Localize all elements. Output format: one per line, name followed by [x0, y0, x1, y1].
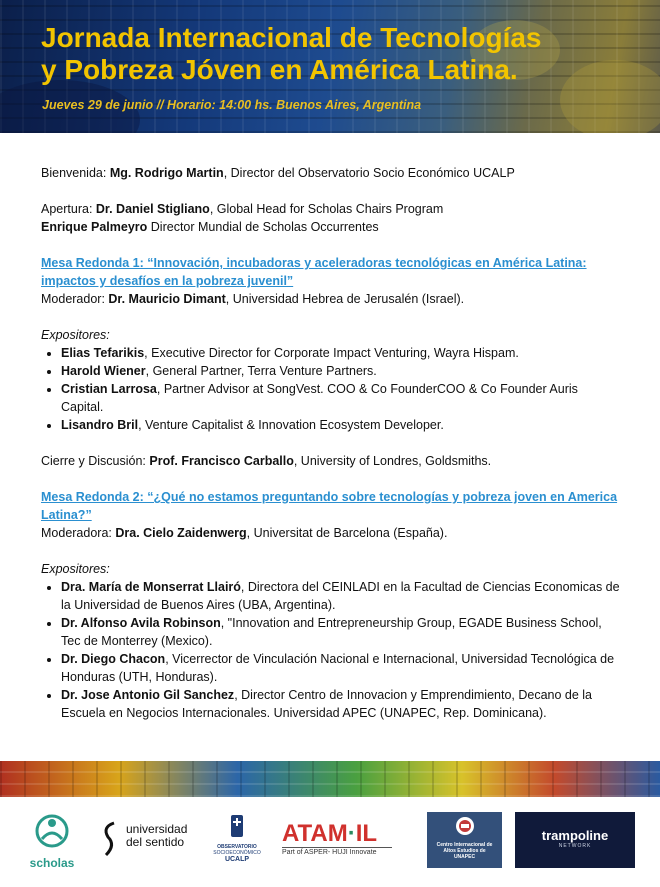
atam-subtitle: Part of ASPER- HUJI Innovate — [282, 847, 392, 856]
scholas-emblem-icon — [32, 813, 72, 849]
apertura-line — [41, 200, 621, 218]
atam-wordmark: ATAM — [282, 820, 348, 847]
list-item — [61, 614, 621, 650]
speaker-name: Dr. Jose Antonio Gil Sanchez — [61, 688, 235, 702]
atam-suffix: IL — [355, 820, 378, 847]
speaker-role: , Directora del CEINLADI en la Facultad de Ciencias Economicas de la Universidad de Buenos Aires (UBA, Argentina). — [61, 580, 620, 612]
list-item — [61, 380, 621, 416]
centro-line-2: Altos Estudios de — [443, 848, 486, 854]
list-item — [61, 650, 621, 686]
speaker-name: Dr. Alfonso Avila Robinson — [61, 616, 221, 630]
mesa-2-expositores-label: Expositores: — [41, 562, 110, 576]
cierre-speaker: Prof. Francisco Carballo — [149, 454, 294, 468]
bienvenida-label: Bienvenida: — [41, 166, 110, 180]
title-line-1: Jornada Internacional de Tecnologías — [41, 22, 542, 53]
speaker-name: Elias Tefarikis — [61, 346, 145, 360]
universidad-del-sentido-logo — [98, 819, 198, 865]
moderator-label: Moderador: — [41, 292, 109, 306]
ucalp-logo — [212, 813, 262, 873]
cierre-label: Cierre y Discusión: — [41, 454, 150, 468]
bienvenida-speaker: Mg. Rodrigo Martin — [109, 166, 224, 180]
apertura-second-role: Director Mundial de Scholas Occurrentes — [147, 220, 379, 234]
cierre-affiliation: , University of Londres, Goldsmiths. — [293, 454, 492, 468]
apertura-role: , Global Head for Scholas Chairs Program — [209, 202, 444, 216]
speaker-name: Lisandro Bril — [61, 418, 139, 432]
mesa-1-expositores-label: Expositores: — [41, 328, 110, 342]
trampoline-subtitle: NETWORK — [558, 843, 592, 849]
cierre-line — [41, 452, 621, 470]
scholas-wordmark: scholas — [29, 856, 75, 870]
list-item — [61, 344, 621, 362]
ucalp-line-2: SOCIOECONÓMICO — [213, 850, 261, 856]
centro-line-3: UNAPEC — [453, 854, 476, 860]
mesa-1-speaker-list — [41, 344, 621, 434]
ucalp-emblem-icon — [227, 813, 247, 839]
universidad-line-1: universidad — [126, 822, 188, 836]
centro-internacional-logo — [427, 812, 502, 868]
centro-line-1: Centro Internacional de — [436, 842, 493, 848]
speaker-name: Cristian Larrosa — [61, 382, 157, 396]
speaker-role: , General Partner, Terra Venture Partners. — [145, 364, 377, 378]
list-item — [61, 362, 621, 380]
footer-banner-image — [0, 761, 660, 797]
list-item — [61, 416, 621, 434]
speaker-role: , Executive Director for Corporate Impact Venturing, Wayra Hispam. — [144, 346, 519, 360]
mesa-1-moderator — [41, 290, 621, 308]
sponsor-logos — [0, 797, 660, 887]
header-banner — [0, 0, 660, 133]
speaker-role: , Venture Capitalist & Innovation Ecosystem Developer. — [138, 418, 444, 432]
bienvenida-line — [41, 164, 621, 182]
program-content — [41, 164, 621, 722]
list-item — [61, 578, 621, 614]
speaker-name: Dr. Diego Chacon — [61, 652, 166, 666]
ucalp-line-3: UCALP — [224, 856, 250, 863]
scholas-logo — [28, 813, 76, 873]
apertura-second-line — [41, 218, 621, 236]
bienvenida-role: , Director del Observatorio Socio Económico UCALP — [223, 166, 515, 180]
title-line-2: y Pobreza Jóven en América Latina. — [41, 54, 518, 85]
speaker-role: , Vicerrector de Vinculación Nacional e Internacional, Universidad Tecnológica de Honduras (UTH, Honduras). — [61, 652, 615, 684]
page-title — [41, 22, 542, 86]
universidad-emblem-icon — [98, 819, 122, 859]
apertura-second-speaker: Enrique Palmeyro — [41, 220, 148, 234]
apertura-label: Apertura: — [41, 202, 96, 216]
trampoline-wordmark: trampoline — [541, 828, 609, 843]
mesa-1-title-link[interactable]: Mesa Redonda 1: “Innovación, incubadoras y aceleradoras tecnológicas en América Latina: impactos y desafíos en la pobreza juvenil” — [41, 256, 587, 288]
universidad-line-2: del sentido — [126, 835, 185, 849]
speaker-name: Dra. María de Monserrat Llairó — [61, 580, 241, 594]
ucalp-line-1: OBSERVATORIO — [217, 844, 257, 850]
moderator-name: Dra. Cielo Zaidenwerg — [115, 526, 247, 540]
mesa-2-title-link[interactable]: Mesa Redonda 2: “¿Qué no estamos preguntando sobre tecnologías y pobreza joven en America Latina?” — [41, 490, 618, 522]
mesa-2-moderator — [41, 524, 621, 542]
moderator-name: Dr. Mauricio Dimant — [108, 292, 226, 306]
atam-il-logo: ATAM·IL Part of ASPER- HUJI Innovate — [282, 821, 402, 865]
moderator-label: Moderadora: — [41, 526, 116, 540]
speaker-role: , Director Centro de Innovacion y Emprendimiento, Decano de la Escuela en Negocios Internacionales. Universidad APEC (UNAPEC, Rep. Dominicana). — [61, 688, 593, 720]
event-date-time: Jueves 29 de junio // Horario: 14:00 hs. Buenos Aires, Argentina — [42, 98, 422, 112]
speaker-role: , Partner Advisor at SongVest. COO & Co FounderCOO & Co Founder Auris Capital. — [61, 382, 578, 414]
list-item — [61, 686, 621, 722]
speaker-role: , "Innovation and Entrepreneurship Group, EGADE Business School, Tec de Monterrey (Mexico). — [61, 616, 602, 648]
globe-emblem-icon — [452, 815, 478, 837]
speaker-name: Harold Wiener — [61, 364, 146, 378]
apertura-speaker: Dr. Daniel Stigliano — [95, 202, 210, 216]
trampoline-logo — [515, 812, 635, 868]
mesa-2-speaker-list — [41, 578, 621, 722]
moderator-affiliation: , Universitat de Barcelona (España). — [246, 526, 448, 540]
moderator-affiliation: , Universidad Hebrea de Jerusalén (Israel). — [225, 292, 465, 306]
